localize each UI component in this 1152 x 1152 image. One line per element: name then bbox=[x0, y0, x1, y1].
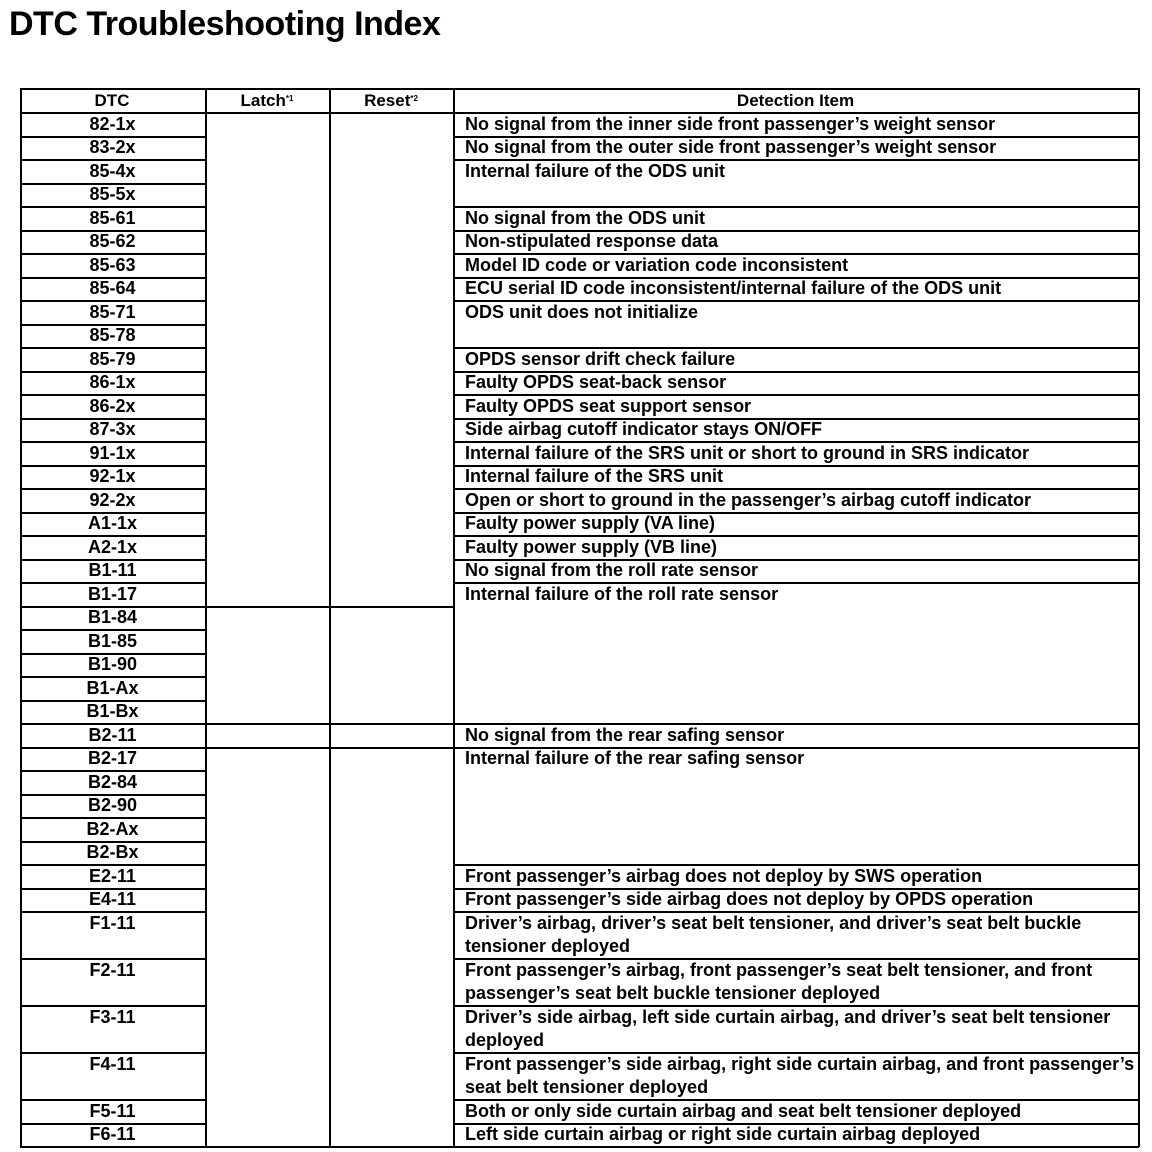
detection-item: No signal from the rear safing sensor bbox=[465, 725, 785, 745]
dtc-code: F1-11 bbox=[89, 913, 136, 933]
column-divider-1 bbox=[205, 88, 207, 1147]
latch-reset-group-divider bbox=[205, 723, 454, 725]
dtc-code: 85-5x bbox=[89, 184, 136, 204]
detection-item: Internal failure of the ODS unit bbox=[465, 161, 726, 181]
dtc-code: 92-1x bbox=[89, 466, 136, 486]
detection-item: Front passenger’s side airbag does not deploy by OPDS operation bbox=[465, 889, 1034, 909]
dtc-code: B2-84 bbox=[87, 772, 138, 792]
dtc-code: E2-11 bbox=[88, 866, 137, 886]
dtc-code: 85-71 bbox=[89, 302, 136, 322]
dtc-code: 85-64 bbox=[89, 278, 136, 298]
detection-item: No signal from the roll rate sensor bbox=[465, 560, 759, 580]
header-latch bbox=[206, 89, 328, 111]
detection-item: Side airbag cutoff indicator stays ON/OFF bbox=[465, 419, 823, 439]
dtc-code: A2-1x bbox=[87, 537, 138, 557]
detection-item: Left side curtain airbag or right side curtain airbag deployed bbox=[465, 1124, 981, 1144]
detection-item: Non-stipulated response data bbox=[465, 231, 719, 251]
dtc-code: 86-2x bbox=[89, 396, 136, 416]
detection-item: Internal failure of the SRS unit or short to ground in SRS indicator bbox=[465, 443, 1030, 463]
column-divider-2 bbox=[329, 88, 331, 1147]
dtc-code: 85-61 bbox=[89, 208, 136, 228]
dtc-code: B1-84 bbox=[87, 607, 138, 627]
detection-item: Internal failure of the roll rate sensor bbox=[465, 584, 779, 604]
header-reset-note: *2 bbox=[410, 94, 418, 103]
page-title: DTC Troubleshooting Index bbox=[9, 5, 441, 43]
header-detection-item bbox=[454, 89, 1137, 111]
header-detection-label: Detection Item bbox=[736, 91, 855, 110]
detection-item: ODS unit does not initialize bbox=[465, 302, 699, 322]
dtc-code: 82-1x bbox=[89, 114, 136, 134]
detection-item: Internal failure of the SRS unit bbox=[465, 466, 724, 486]
dtc-code: 92-2x bbox=[89, 490, 136, 510]
detection-item: Faulty OPDS seat support sensor bbox=[465, 396, 752, 416]
header-latch-note: *1 bbox=[285, 94, 294, 103]
dtc-code: B1-Ax bbox=[86, 678, 139, 698]
dtc-code: B1-85 bbox=[87, 631, 138, 651]
latch-reset-group-divider bbox=[205, 747, 454, 749]
detection-item: Open or short to ground in the passenger’s airbag cutoff indicator bbox=[465, 490, 1032, 510]
detection-item: Front passenger’s airbag, front passenger’s seat belt tensioner, and front passenger’s seat belt buckle tensioner deployed bbox=[465, 960, 1093, 1003]
dtc-code: B1-11 bbox=[88, 560, 137, 580]
latch-reset-group-divider bbox=[205, 606, 454, 608]
dtc-code: 85-78 bbox=[89, 325, 136, 345]
dtc-code: 85-4x bbox=[89, 161, 136, 181]
dtc-code: F2-11 bbox=[89, 960, 136, 980]
detection-item: OPDS sensor drift check failure bbox=[465, 349, 736, 369]
header-reset-label: Reset bbox=[364, 91, 411, 110]
detection-item: No signal from the ODS unit bbox=[465, 208, 706, 228]
dtc-code: 85-63 bbox=[89, 255, 136, 275]
header-latch-label: Latch bbox=[240, 91, 286, 110]
detection-item: Faulty power supply (VA line) bbox=[465, 513, 716, 533]
dtc-code: B2-Ax bbox=[86, 819, 139, 839]
dtc-code: 87-3x bbox=[89, 419, 136, 439]
dtc-code: B1-17 bbox=[87, 584, 138, 604]
dtc-code: B1-Bx bbox=[86, 701, 139, 721]
detection-item: Front passenger’s airbag does not deploy by SWS operation bbox=[465, 866, 983, 886]
dtc-code: B2-11 bbox=[88, 725, 137, 745]
detection-item: Internal failure of the rear safing sensor bbox=[465, 748, 805, 768]
dtc-code: B2-17 bbox=[87, 748, 138, 768]
detection-item: Front passenger’s side airbag, right side curtain airbag, and front passenger’s seat belt tensioner deployed bbox=[465, 1054, 1135, 1097]
column-divider-4 bbox=[1138, 88, 1140, 1147]
header-dtc-label: DTC bbox=[94, 91, 130, 110]
detection-item: No signal from the outer side front passenger’s weight sensor bbox=[465, 137, 997, 157]
detection-item: Driver’s side airbag, left side curtain airbag, and driver’s seat belt tensioner deployed bbox=[465, 1007, 1111, 1050]
dtc-code: 85-79 bbox=[89, 349, 136, 369]
detection-item: Driver’s airbag, driver’s seat belt tensioner, and driver’s seat belt buckle tensioner deployed bbox=[465, 913, 1082, 956]
header-reset bbox=[330, 89, 452, 111]
detection-item: No signal from the inner side front passenger’s weight sensor bbox=[465, 114, 996, 134]
dtc-code: F4-11 bbox=[89, 1054, 136, 1074]
dtc-code: 85-62 bbox=[89, 231, 136, 251]
detection-item: Faulty OPDS seat-back sensor bbox=[465, 372, 727, 392]
dtc-code: B2-Bx bbox=[86, 842, 139, 862]
dtc-code: B1-90 bbox=[87, 654, 138, 674]
detection-item: Model ID code or variation code inconsistent bbox=[465, 255, 849, 275]
dtc-code: 91-1x bbox=[89, 443, 136, 463]
dtc-code: F3-11 bbox=[89, 1007, 136, 1027]
detection-item: Faulty power supply (VB line) bbox=[465, 537, 718, 557]
dtc-code: 83-2x bbox=[89, 137, 136, 157]
dtc-code: E4-11 bbox=[88, 889, 137, 909]
dtc-code: 86-1x bbox=[89, 372, 136, 392]
table-bottom-border bbox=[20, 1146, 1139, 1148]
table-top-border bbox=[20, 88, 1139, 90]
dtc-code: F5-11 bbox=[89, 1101, 136, 1121]
detection-item: Both or only side curtain airbag and seat belt tensioner deployed bbox=[465, 1101, 1022, 1121]
dtc-code: F6-11 bbox=[89, 1124, 136, 1144]
dtc-code: A1-1x bbox=[87, 513, 138, 533]
header-dtc bbox=[20, 89, 204, 111]
detection-item: ECU serial ID code inconsistent/internal failure of the ODS unit bbox=[465, 278, 1002, 298]
dtc-code: B2-90 bbox=[87, 795, 138, 815]
